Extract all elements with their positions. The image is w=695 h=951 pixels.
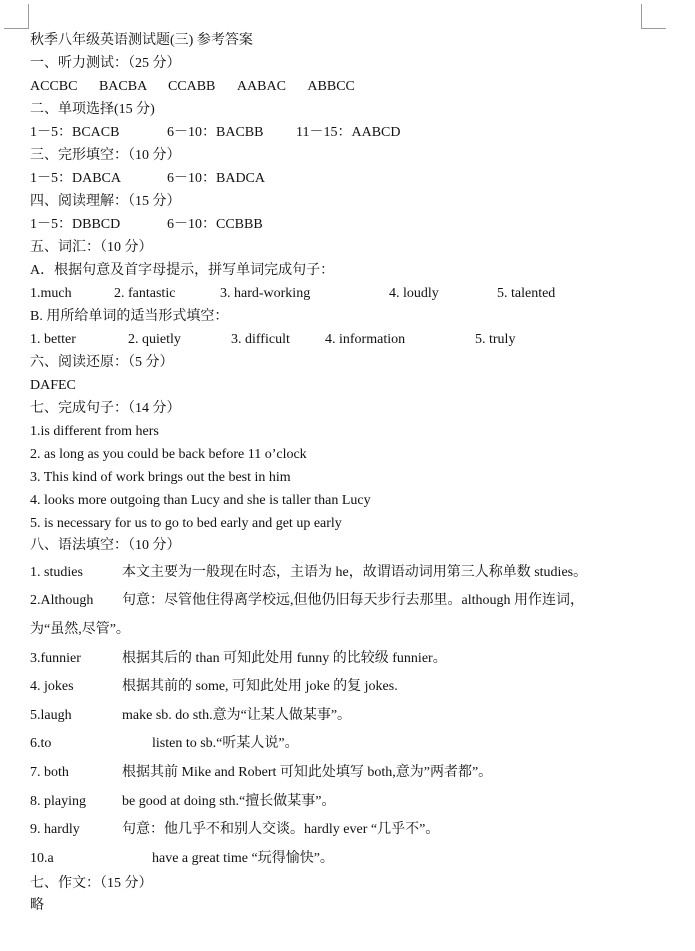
grammar-item-explanation: 根据其后的 than 可知此处用 funny 的比较级 funnier。 bbox=[122, 651, 447, 666]
section-heading-vocabulary: 五、词汇：（10 分） bbox=[30, 240, 153, 255]
document-title: 秋季八年级英语测试题(三) 参考答案 bbox=[30, 33, 253, 48]
answer-group: 6－10：BACBB bbox=[167, 125, 264, 140]
grammar-item-number: 4. jokes bbox=[30, 679, 74, 694]
answer-item: 1. better bbox=[30, 332, 76, 347]
section-heading-composition: 七、作文：（15 分） bbox=[30, 876, 153, 891]
grammar-item-number: 8. playing bbox=[30, 794, 86, 809]
grammar-item-number: 6.to bbox=[30, 736, 52, 751]
grammar-item-number: 2.Although bbox=[30, 593, 94, 608]
answer-item: 2. fantastic bbox=[114, 286, 176, 301]
sentence-answer: 1.is different from hers bbox=[30, 424, 159, 439]
grammar-item-number: 1. studies bbox=[30, 565, 83, 580]
crop-mark-left-horizontal bbox=[4, 28, 29, 29]
section-heading-reading: 四、阅读理解：（15 分） bbox=[30, 194, 181, 209]
answer-group: 1－5：BCACB bbox=[30, 125, 120, 140]
grammar-item-number: 3.funnier bbox=[30, 651, 81, 666]
grammar-item-explanation: 句意：他几乎不和别人交谈。hardly ever “几乎不”。 bbox=[122, 822, 440, 837]
grammar-item-explanation: 句意：尽管他住得离学校远,但他仍旧每天步行去那里。although 用作连词， bbox=[122, 593, 584, 608]
vocabulary-part-a-instruction: A．根据句意及首字母提示，拼写单词完成句子： bbox=[30, 263, 335, 278]
answer-group: BACBA bbox=[98, 79, 147, 94]
grammar-item-number: 7. both bbox=[30, 765, 69, 780]
answer-item: 3. hard-working bbox=[220, 286, 311, 301]
composition-answer: 略 bbox=[30, 898, 44, 913]
grammar-item-number: 9. hardly bbox=[30, 822, 80, 837]
answer-group: 6－10：BADCA bbox=[167, 171, 266, 186]
answer-item: 1.much bbox=[30, 286, 72, 301]
section-heading-cloze: 三、完形填空：（10 分） bbox=[30, 148, 181, 163]
grammar-item-explanation: 根据其前的 some, 可知此处用 joke 的复 jokes. bbox=[122, 679, 398, 694]
listening-answers bbox=[30, 78, 355, 96]
answer-item: 4. loudly bbox=[389, 286, 439, 301]
grammar-item-explanation: 本文主要为一般现在时态，主语为 he，故谓语动词用第三人称单数 studies。 bbox=[122, 565, 588, 580]
answer-item: 4. information bbox=[325, 332, 406, 347]
answer-item: 3. difficult bbox=[231, 332, 290, 347]
answer-group: ACCBC bbox=[30, 79, 78, 94]
section-heading-single-choice: 二、单项选择(15 分) bbox=[30, 102, 155, 117]
answer-group: ABBCC bbox=[307, 79, 355, 94]
sentence-answer: 3. This kind of work brings out the best in him bbox=[30, 470, 291, 485]
grammar-item-number: 10.a bbox=[30, 851, 54, 866]
grammar-item-explanation: be good at doing sth.“擅长做某事”。 bbox=[122, 794, 336, 809]
sentence-answer: 4. looks more outgoing than Lucy and she is taller than Lucy bbox=[30, 493, 371, 508]
section-heading-grammar-fill: 八、语法填空：（10 分） bbox=[30, 538, 181, 553]
grammar-item-explanation: listen to sb.“听某人说”。 bbox=[152, 736, 299, 751]
sentence-answer: 5. is necessary for us to go to bed early and get up early bbox=[30, 516, 342, 531]
answer-item: 5. truly bbox=[475, 332, 516, 347]
grammar-item-continuation: 为“虽然,尽管”。 bbox=[30, 622, 130, 637]
answer-group: 1－5：DBBCD bbox=[30, 217, 121, 232]
grammar-item-explanation: 根据其前 Mike and Robert 可知此处填写 both,意为”两者都”。 bbox=[122, 765, 493, 780]
passage-restore-answer: DAFEC bbox=[30, 378, 76, 393]
section-heading-complete-sentences: 七、完成句子：（14 分） bbox=[30, 401, 181, 416]
answer-group: AABAC bbox=[236, 79, 286, 94]
grammar-item-number: 5.laugh bbox=[30, 708, 72, 723]
answer-group: 11－15：AABCD bbox=[296, 125, 401, 140]
vocabulary-part-b-instruction: B. 用所给单词的适当形式填空： bbox=[30, 309, 229, 324]
answer-group: CCABB bbox=[167, 79, 216, 94]
crop-mark-right-horizontal bbox=[641, 28, 666, 29]
answer-item: 5. talented bbox=[497, 286, 556, 301]
answer-group: 6－10：CCBBB bbox=[167, 217, 263, 232]
section-heading-passage-restore: 六、阅读还原：（5 分） bbox=[30, 355, 174, 370]
answer-item: 2. quietly bbox=[128, 332, 181, 347]
grammar-item-explanation: make sb. do sth.意为“让某人做某事”。 bbox=[122, 708, 352, 723]
section-heading-listening: 一、听力测试：（25 分） bbox=[30, 56, 181, 71]
grammar-item-explanation: have a great time “玩得愉快”。 bbox=[152, 851, 334, 866]
crop-mark-right-vertical bbox=[641, 4, 642, 28]
crop-mark-left-vertical bbox=[28, 4, 29, 28]
sentence-answer: 2. as long as you could be back before 11 o’clock bbox=[30, 447, 307, 462]
answer-group: 1－5：DABCA bbox=[30, 171, 122, 186]
